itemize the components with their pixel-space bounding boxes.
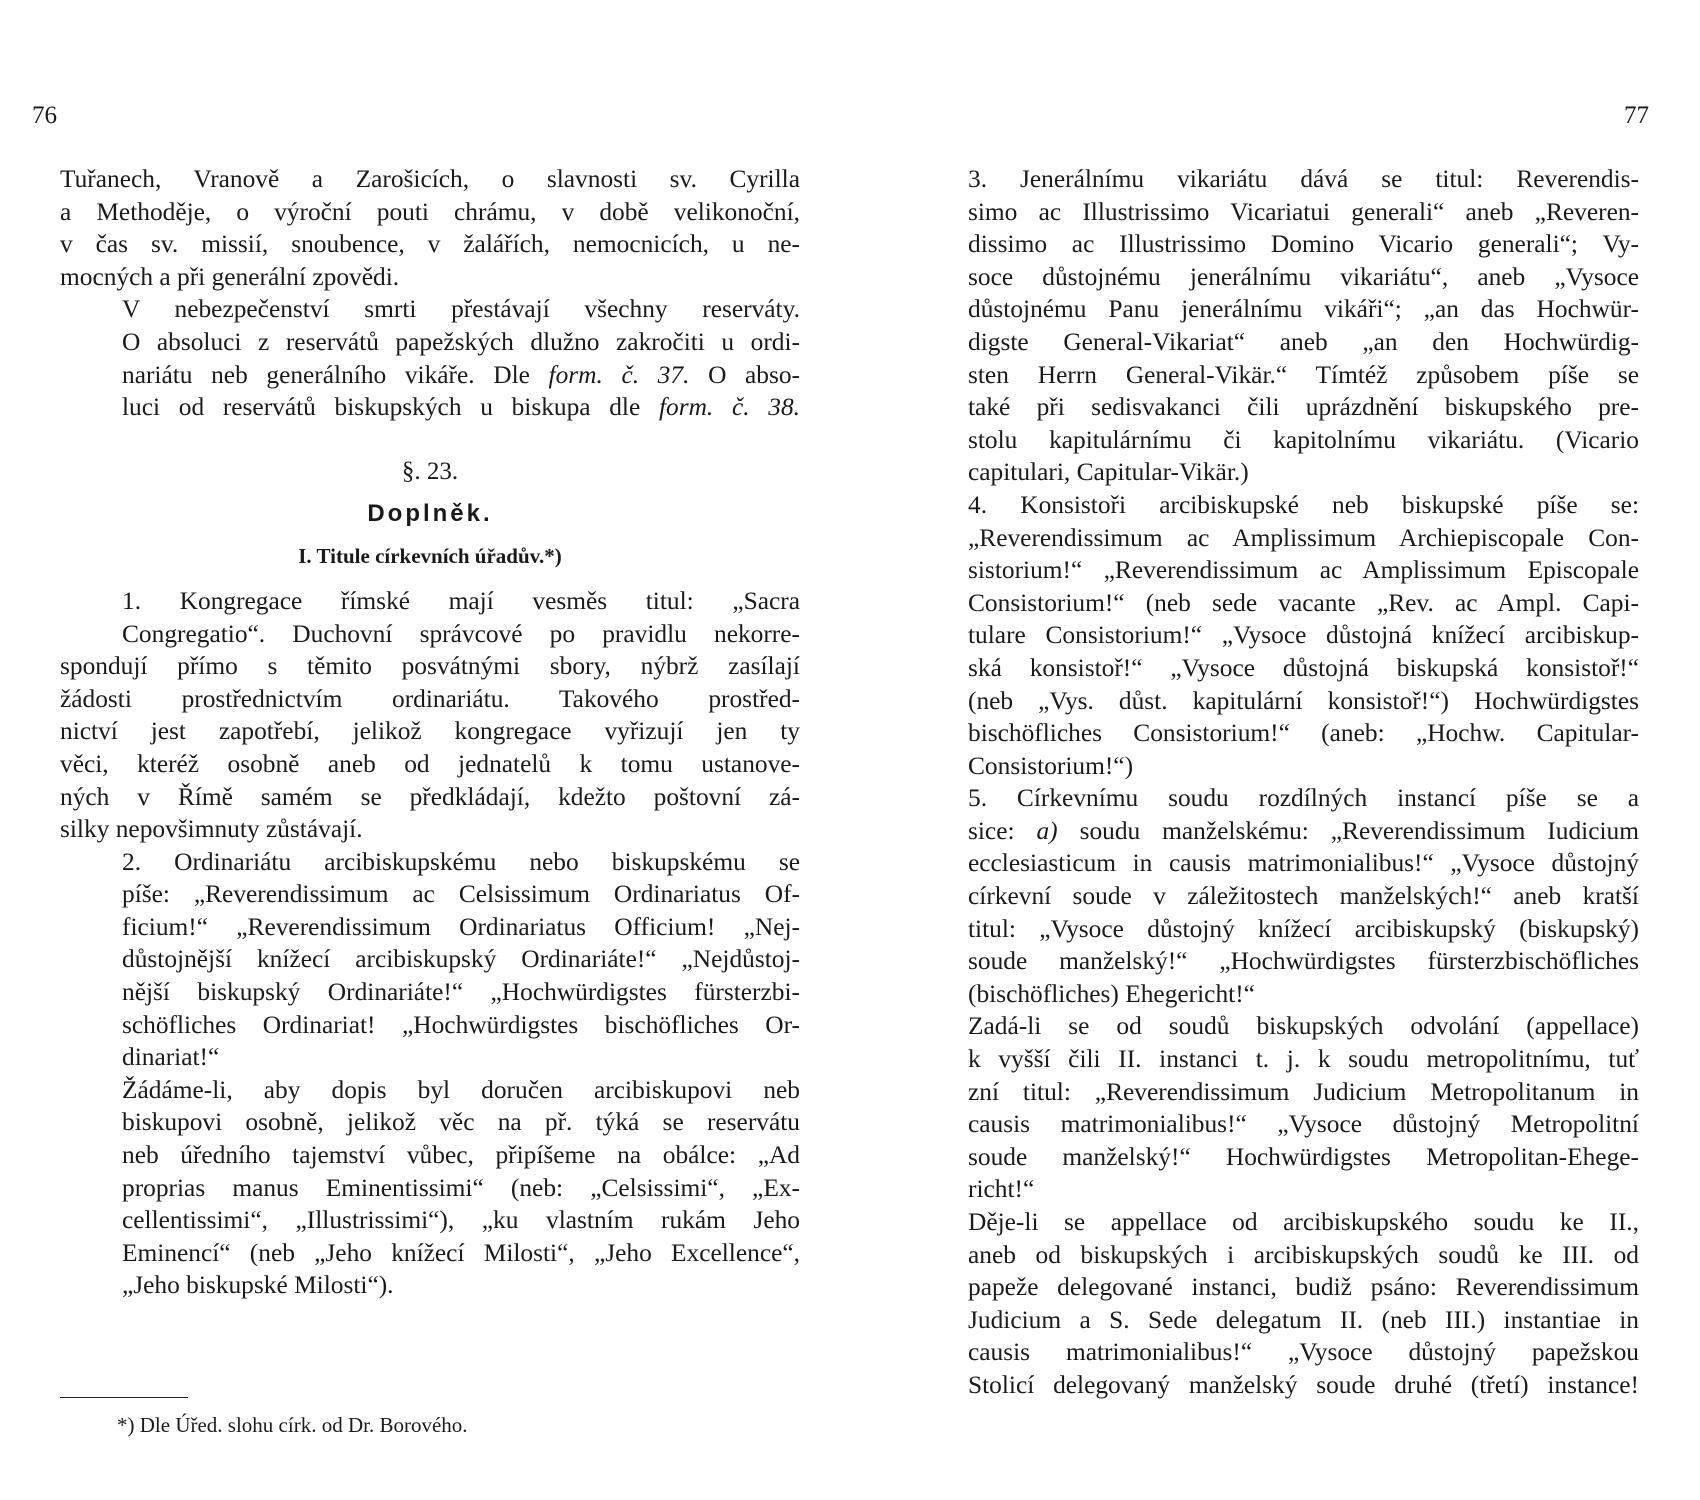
text-line: soude manželský!“ „Hochwürdigstes fürsterzbischöfliches: [968, 947, 1639, 976]
text-line: Consistorium!“): [968, 751, 1134, 780]
text-line: důstojnému Panu jenerálnímu vikáři“; „an das Hochwür-: [968, 295, 1639, 324]
right-page: [850, 0, 1700, 1500]
list-marker: a): [1036, 816, 1058, 845]
text-fragment: O abso-: [708, 360, 801, 389]
text-line: věci, kteréž osobně aneb od jednatelů k tomu ustanove-: [60, 749, 800, 778]
text-line: Judicium a S. Sede delegatum II. (neb III.) instantiae in: [968, 1305, 1639, 1334]
text-line: „Jeho biskupské Milosti“).: [122, 1271, 394, 1300]
text-line: církevní soude v záležitostech manželských!“ aneb kratší: [968, 882, 1639, 911]
text-line: [60, 359, 800, 392]
text-line: [906, 815, 1639, 848]
text-line: mocných a při generální zpovědi.: [60, 262, 400, 291]
text-line: dinariat!“: [122, 1043, 220, 1072]
text-line: O absoluci z reservátů papežských dlužno zakročiti u ordi-: [122, 327, 800, 356]
text-line: biskupovi osobně, jelikož věc na př. týká se reservátu: [122, 1108, 800, 1137]
paragraph: [906, 489, 1639, 782]
text-line: soce důstojnému jenerálnímu vikariátu“, aneb „Vysoce: [968, 262, 1639, 291]
text-line: 2. Ordinariátu arcibiskupskému nebo biskupskému se: [122, 847, 800, 876]
text-line: (neb „Vys. důst. kapitulární konsistoř!“) Hochwürdigstes: [968, 686, 1639, 715]
text-line: neb úředního tajemství vůbec, připíšeme na obálce: „Ad: [122, 1141, 800, 1170]
text-line: sistorium!“ „Reverendissimum ac Amplissimum Episcopale: [968, 556, 1639, 585]
text-line: 4. Konsistoři arcibiskupské neb biskupské píše se:: [968, 490, 1639, 519]
text-line: richt!“: [968, 1175, 1035, 1204]
text-line: cellentissimi“, „Illustrissimi“), „ku vlastním rukám Jeho: [122, 1206, 800, 1235]
text-line: digste General-Vikariat“ aneb „an den Hochwürdig-: [968, 327, 1639, 356]
paragraph: [906, 1206, 1639, 1402]
form-reference: form. č. 37.: [548, 360, 690, 389]
paragraph: [60, 846, 800, 1074]
left-column: [60, 163, 800, 1302]
text-line: „Reverendissimum ac Amplissimum Archiepiscopale Con-: [968, 523, 1639, 552]
text-line: k vyšší čili II. instanci t. j. k soudu metropolitnímu, tuť: [968, 1045, 1639, 1074]
text-line: Congregatio“. Duchovní správcové po pravidlu nekorre-: [122, 619, 800, 648]
text-line: 1. Kongregace římské mají vesměs titul: „Sacra: [122, 586, 800, 615]
paragraph: [906, 163, 1639, 489]
text-line: píše: „Reverendissimum ac Celsissimum Ordinariatus Of-: [122, 880, 800, 909]
text-line: také při sedisvakanci čili uprázdnění biskupského pre-: [968, 393, 1639, 422]
text-line: nější biskupský Ordinariáte!“ „Hochwürdigstes fürsterzbi-: [122, 978, 800, 1007]
text-line: bischöfliches Consistorium!“ (aneb: „Hochw. Capitular-: [968, 719, 1639, 748]
footnote: *) Dle Úřed. slohu círk. od Dr. Borového.: [117, 1413, 468, 1437]
text-line: aneb od biskupských i arcibiskupských soudů ke III. od: [968, 1240, 1639, 1269]
text-line: ecclesiasticum in causis matrimonialibus!“ „Vysoce důstojný: [968, 849, 1639, 878]
form-reference: form. č. 38.: [658, 393, 800, 422]
text-line: ská konsistoř!“ „Vysoce důstojná biskupská konsistoř!“: [968, 653, 1639, 682]
text-line: a Methoděje, o výroční pouti chrámu, v době velikonoční,: [60, 197, 800, 226]
text-line: tulare Consistorium!“ „Vysoce důstojná knížecí arcibiskup-: [968, 621, 1639, 650]
section-number: §. 23.: [401, 457, 459, 485]
text-line: soude manželský!“ Hochwürdigstes Metropolitan-Ehege-: [968, 1142, 1639, 1171]
text-line: (bischöfliches) Ehegericht!“: [968, 979, 1255, 1008]
text-line: důstojnější knížecí arcibiskupský Ordinariáte!“ „Nejdůstoj-: [122, 945, 800, 974]
text-line: stolu kapitulárnímu či kapitolnímu vikariátu. (Vicario: [968, 425, 1639, 454]
text-line: 3. Jenerálnímu vikariátu dává se titul: Reverendis-: [968, 165, 1639, 193]
text-line: dissimo ac Illustrissimo Domino Vicario generali“; Vy-: [968, 230, 1639, 259]
text-line: ficium!“ „Reverendissimum Ordinariatus Officium! „Nej-: [122, 912, 800, 941]
page-number-left: 76: [32, 102, 57, 129]
paragraph: [60, 163, 800, 293]
text-line: titul: „Vysoce důstojný knížecí arcibiskupský (biskupský): [968, 914, 1639, 943]
text-fragment: luci od reservátů biskupských u biskupa dle: [122, 393, 641, 422]
text-line: Děje-li se appellace od arcibiskupského soudu ke II.,: [968, 1208, 1639, 1236]
text-line: zní titul: „Reverendissimum Judicium Metropolitanum in: [968, 1077, 1639, 1106]
text-line: causis matrimonialibus!“ „Vysoce důstojný Metropolitní: [968, 1110, 1639, 1139]
text-line: žádosti prostřednictvím ordinariátu. Takového prostřed-: [60, 684, 800, 713]
text-line: papeže delegované instanci, budiž psáno: Reverendissimum: [968, 1273, 1639, 1302]
text-line: proprias manus Eminentissimi“ (neb: „Celsissimi“, „Ex-: [122, 1173, 800, 1202]
text-line: Zadá-li se od soudů biskupských odvolání (appellace): [968, 1012, 1639, 1041]
right-column: [906, 163, 1639, 1402]
section-subheading: I. Titule církevních úřadův.*): [298, 544, 562, 569]
paragraph: [60, 585, 800, 846]
paragraph: [60, 293, 800, 423]
text-line: silky nepovšimnuty zůstávají.: [60, 815, 363, 844]
text-line: [60, 391, 800, 424]
text-line: sten Herrn General-Vikär.“ Tímtéž způsobem píše se: [968, 360, 1639, 389]
text-line: V nebezpečenství smrti přestávají všechny reserváty.: [122, 295, 800, 324]
paragraph: [906, 1010, 1639, 1206]
text-fragment: sice:: [968, 816, 1015, 845]
text-fragment: soudu manželskému: „Reverendissimum Iudicium: [1079, 816, 1639, 845]
paragraph: [906, 782, 1639, 1010]
text-line: v čas sv. missií, snoubence, v žalářích, nemocnicích, u ne-: [60, 230, 800, 259]
page-number-right: 77: [1624, 102, 1649, 129]
text-line: Stolicí delegovaný manželský soude druhé (třetí) instance!: [968, 1370, 1639, 1399]
footnote-divider: [60, 1397, 188, 1398]
text-line: simo ac Illustrissimo Vicariatui generali“ aneb „Reveren-: [968, 197, 1639, 226]
text-line: spondují přímo s těmito posvátnými sbory, nýbrž zasílají: [60, 652, 800, 681]
text-line: Eminencí“ (neb „Jeho knížecí Milosti“, „Jeho Excellence“,: [122, 1238, 800, 1267]
section-heading: Doplněk.: [367, 499, 493, 527]
text-line: Tuřanech, Vranově a Zarošicích, o slavnosti sv. Cyrilla: [60, 165, 800, 193]
text-line: 5. Církevnímu soudu rozdílných instancí píše se a: [968, 784, 1639, 813]
text-fragment: nariátu neb generálního vikáře. Dle: [122, 360, 530, 389]
text-line: nictví jest zapotřebí, jelikož kongregace vyřizují jen ty: [60, 717, 800, 746]
text-line: Consistorium!“ (neb sede vacante „Rev. ac Ampl. Capi-: [968, 588, 1639, 617]
text-line: schöfliches Ordinariat! „Hochwürdigstes bischöfliches Or-: [122, 1010, 800, 1039]
paragraph: [60, 1074, 800, 1302]
text-line: causis matrimonialibus!“ „Vysoce důstojný papežskou: [968, 1338, 1639, 1367]
text-line: ných v Římě samém se předkládají, kdežto poštovní zá-: [60, 782, 800, 811]
text-line: capitulari, Capitular-Vikär.): [968, 458, 1249, 487]
text-line: Žádáme-li, aby dopis byl doručen arcibiskupovi neb: [122, 1075, 800, 1104]
